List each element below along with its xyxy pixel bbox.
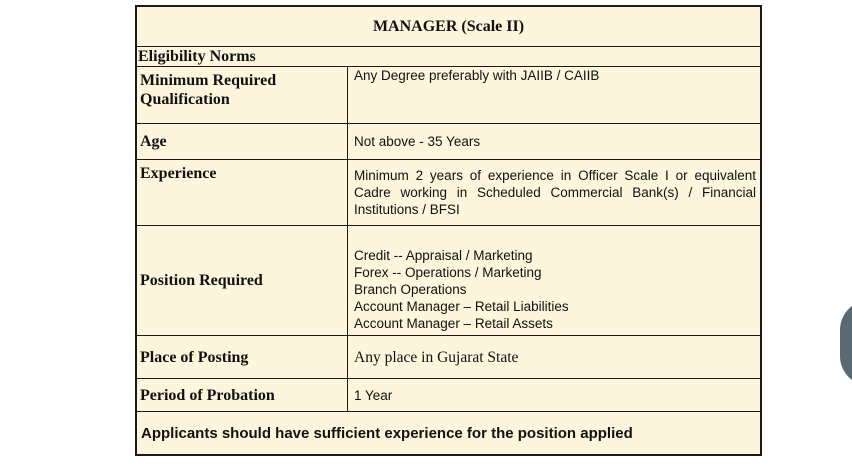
table-row-posting: [137, 336, 760, 379]
row-value: [350, 160, 760, 225]
table-row-probation: [137, 379, 760, 412]
value-line: Minimum 2 years of experience in Officer Scale I or equivalent Cadre working in Scheduled Commercial Bank(s) / Financial Institutions / BFSI: [354, 168, 756, 217]
side-panel-tab[interactable]: [840, 300, 852, 386]
row-value: [350, 379, 760, 411]
row-value: [350, 124, 760, 159]
value-line: Account Manager – Retail Liabilities: [354, 299, 569, 314]
table-row-age: [137, 124, 760, 160]
section-heading: Eligibility Norms: [137, 46, 760, 67]
row-value: [350, 226, 760, 335]
row-label: Place of Posting: [140, 336, 348, 378]
row-label: Experience: [140, 160, 348, 225]
row-value: [350, 336, 760, 378]
row-label: Age: [140, 124, 348, 159]
value-line: Account Manager – Retail Assets: [354, 316, 553, 331]
row-label: Minimum Required Qualification: [140, 67, 348, 123]
table-row-experience: [137, 160, 760, 226]
row-label: Position Required: [140, 226, 348, 335]
row-value: [350, 67, 760, 123]
value-line: Credit -- Appraisal / Marketing: [354, 248, 533, 263]
value-line: Any Degree preferably with JAIIB / CAIIB: [354, 68, 600, 83]
row-label: Period of Probation: [140, 379, 348, 411]
eligibility-table: [135, 5, 762, 456]
table-row-qualification: [137, 67, 760, 124]
table-row-position: [137, 226, 760, 336]
value-line: 1 Year: [354, 387, 393, 403]
value-line: Branch Operations: [354, 282, 467, 297]
value-line: Forex -- Operations / Marketing: [354, 265, 542, 280]
value-line: Any place in Gujarat State: [354, 348, 519, 366]
table-title: MANAGER (Scale II): [137, 7, 760, 47]
value-line: Not above - 35 Years: [354, 134, 481, 149]
footer-note: Applicants should have sufficient experience for the position applied: [141, 424, 633, 442]
